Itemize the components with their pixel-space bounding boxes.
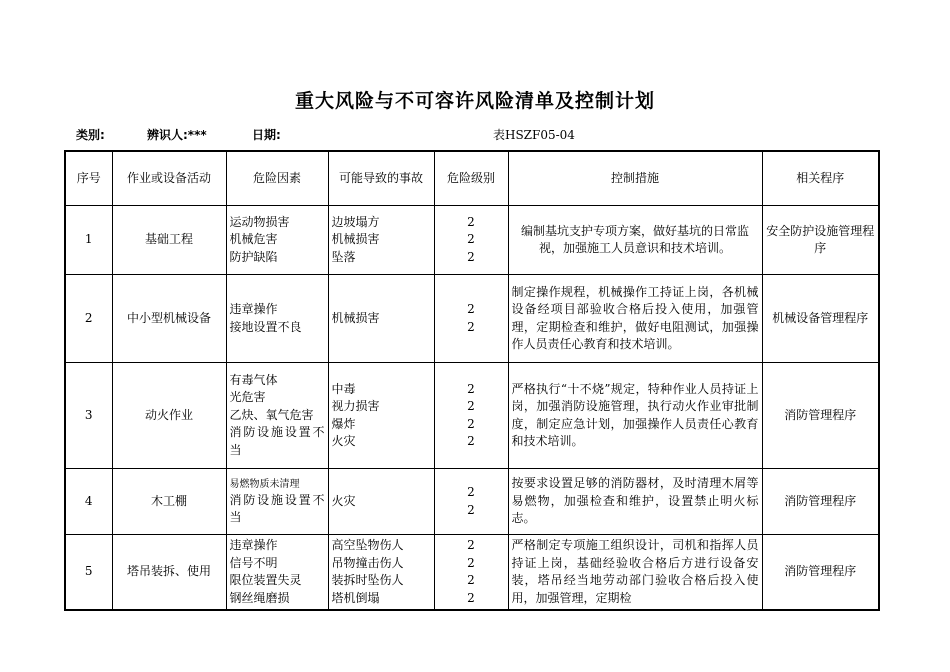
risk-table: [64, 150, 880, 611]
row-measures: 编制基坑支护专项方案，做好基坑的日常监视，加强施工人员意识和技术培训。: [508, 206, 762, 275]
header-accidents: 可能导致的事故: [328, 151, 434, 206]
row-no: 4: [65, 469, 112, 535]
header-measures: 控制措施: [508, 151, 762, 206]
table-header-row: [65, 151, 879, 206]
header-hazards: 危险因素: [226, 151, 328, 206]
row-procedure: 机械设备管理程序: [762, 275, 879, 363]
row-accidents: 边坡塌方 机械损害 坠落: [328, 206, 434, 275]
row-no: 1: [65, 206, 112, 275]
identifier-label: 辨识人:***: [147, 128, 207, 142]
row-levels: 2 2 2 2: [434, 363, 508, 469]
row-measures: 按要求设置足够的消防器材，及时清理木屑等易燃物，加强检查和维护，设置禁止明火标志。: [508, 469, 762, 535]
row-no: 3: [65, 363, 112, 469]
row-measures: 严格制定专项施工组织设计，司机和指挥人员持证上岗，基础经验收合格后方进行设备安装，塔吊经当地劳动部门验收合格后投入使用，加强管理，定期检: [508, 535, 762, 611]
header-procedure: 相关程序: [762, 151, 879, 206]
row-accidents: 中毒 视力损害 爆炸 火灾: [328, 363, 434, 469]
row-levels: 2 2 2: [434, 206, 508, 275]
table-row: [65, 535, 879, 611]
row-procedure: 安全防护设施管理程序: [762, 206, 879, 275]
row-no: 2: [65, 275, 112, 363]
row-activity: 中小型机械设备: [112, 275, 226, 363]
row-levels: 2 2: [434, 275, 508, 363]
row-accidents: 火灾: [328, 469, 434, 535]
row-procedure: 消防管理程序: [762, 535, 879, 611]
row-hazards: 违章操作 信号不明 限位装置失灵 钢丝绳磨损: [226, 535, 328, 611]
row-hazards: 运动物损害 机械危害 防护缺陷: [226, 206, 328, 275]
row-activity: 木工棚: [112, 469, 226, 535]
row-hazards: 违章操作 接地设置不良: [226, 275, 328, 363]
row-activity: 基础工程: [112, 206, 226, 275]
category-label: 类别:: [76, 128, 105, 142]
row-activity: 塔吊装拆、使用: [112, 535, 226, 611]
header-level: 危险级别: [434, 151, 508, 206]
row-hazards: 易燃物质未清理 消防设施设置不当: [226, 469, 328, 535]
row-levels: 2 2 2 2: [434, 535, 508, 611]
table-row: [65, 363, 879, 469]
table-row: [65, 206, 879, 275]
header-no: 序号: [65, 151, 112, 206]
form-code: 表HSZF05-04: [493, 128, 575, 142]
date-label: 日期:: [252, 128, 281, 142]
row-accidents: 机械损害: [328, 275, 434, 363]
row-no: 5: [65, 535, 112, 611]
row-hazards: 有毒气体 光危害 乙炔、氧气危害 消防设施设置不当: [226, 363, 328, 469]
row-accidents: 高空坠物伤人 吊物撞击伤人 装拆时坠伤人 塔机倒塌: [328, 535, 434, 611]
row-measures: 制定操作规程，机械操作工持证上岗，各机械设备经项目部验收合格后投入使用，加强管理，定期检查和维护，做好电阻测试，加强操作人员责任心教育和技术培训。: [508, 275, 762, 363]
row-levels: 2 2: [434, 469, 508, 535]
document-title: 重大风险与不可容许风险清单及控制计划: [294, 90, 655, 112]
table-row: [65, 275, 879, 363]
table-row: [65, 469, 879, 535]
row-measures: 严格执行“十不烧”规定，特种作业人员持证上岗，加强消防设施管理，执行动火作业审批制度，制定应急计划，加强操作人员责任心教育和技术培训。: [508, 363, 762, 469]
row-activity: 动火作业: [112, 363, 226, 469]
row-procedure: 消防管理程序: [762, 363, 879, 469]
row-procedure: 消防管理程序: [762, 469, 879, 535]
header-activity: 作业或设备活动: [112, 151, 226, 206]
